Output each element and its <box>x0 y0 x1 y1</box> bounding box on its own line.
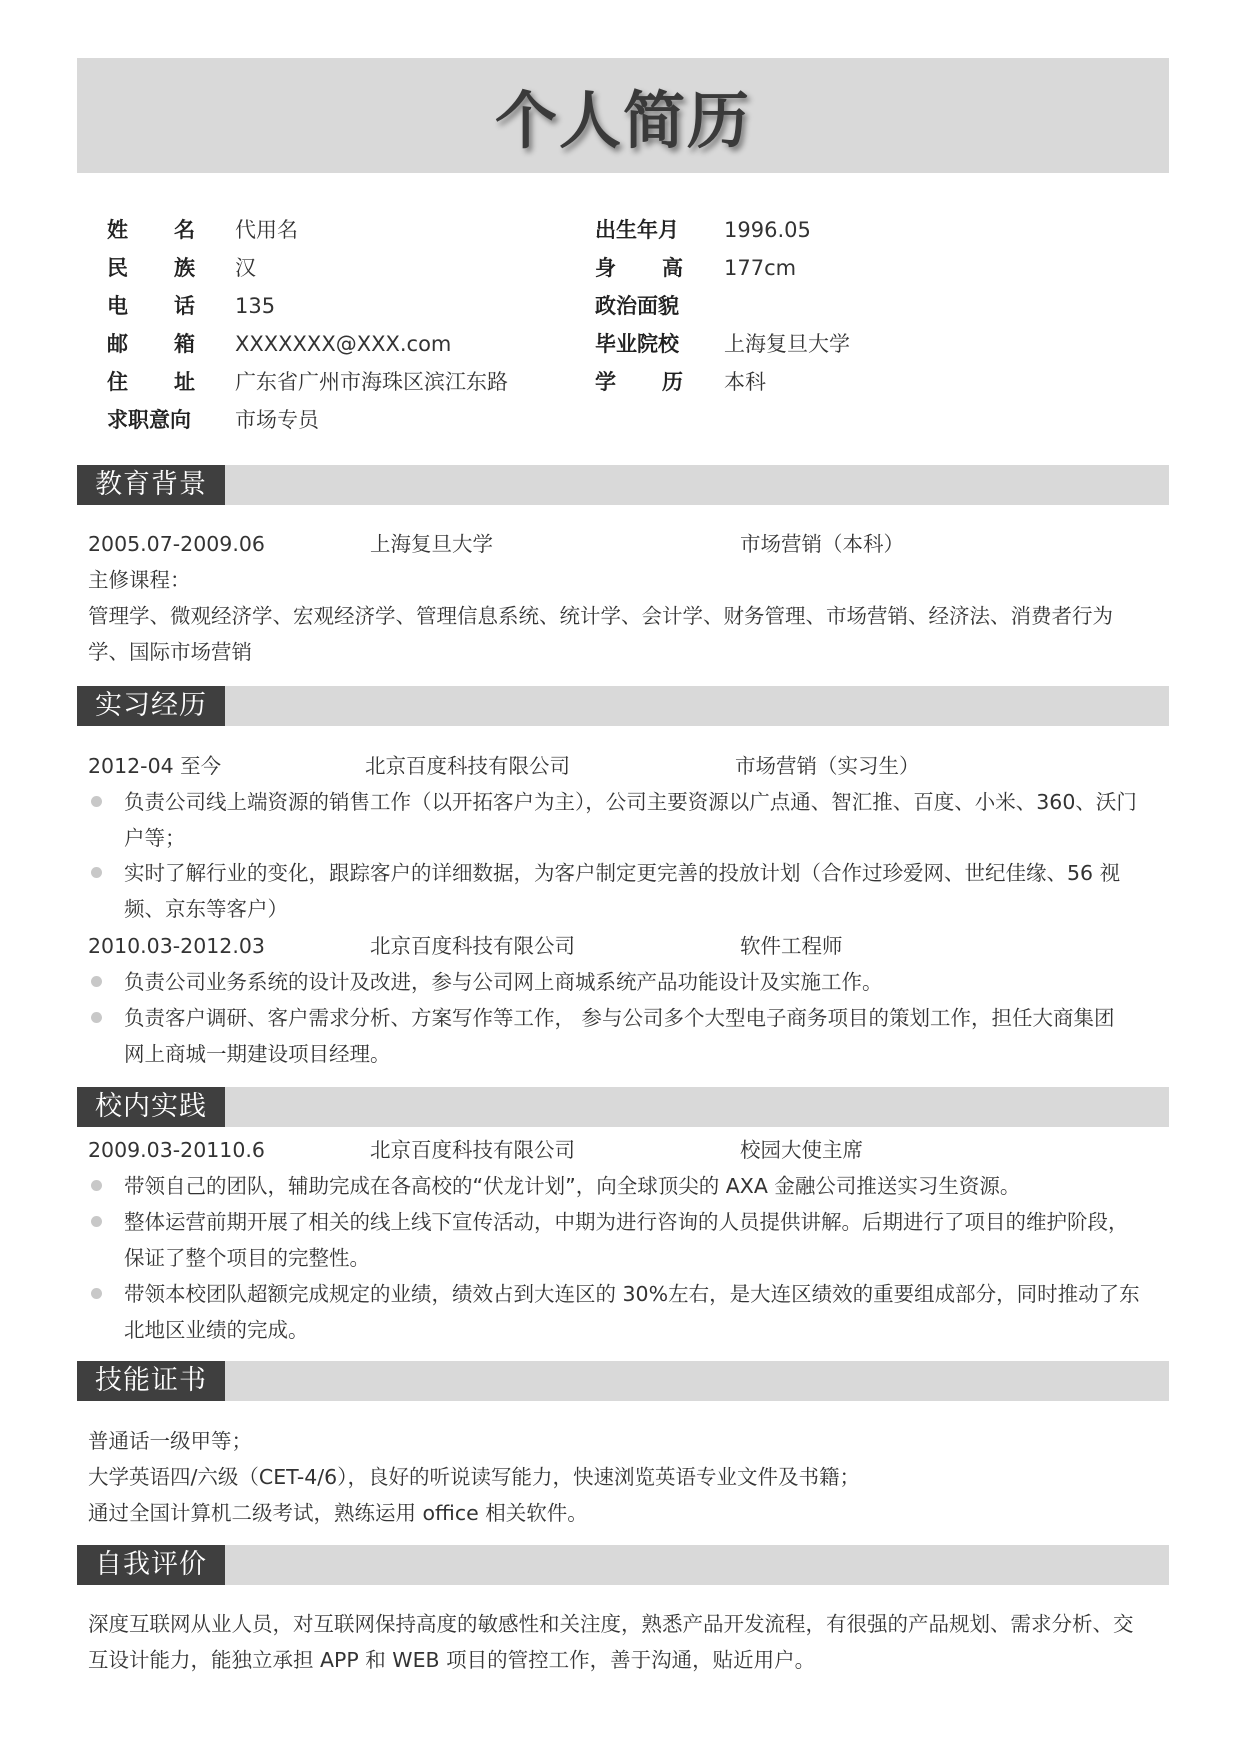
section-title-education: 教育背景 <box>77 465 225 505</box>
value-email: XXXXXXX@XXX.com <box>235 332 452 356</box>
section-internship <box>77 686 1169 726</box>
label-degree <box>595 364 683 400</box>
job-role: 市场营销（实习生） <box>735 754 920 778</box>
section-title-skills: 技能证书 <box>77 1361 225 1401</box>
bullet-dot <box>91 796 102 807</box>
campus-period: 2009.03-20110.6 <box>88 1138 265 1162</box>
title-banner <box>77 58 1169 173</box>
label-char: 学 <box>595 370 616 394</box>
campus-bullet-cont: 北地区业绩的完成。 <box>124 1318 309 1342</box>
section-self-eval <box>77 1545 1169 1585</box>
edu-school: 上海复旦大学 <box>370 532 493 556</box>
edu-major: 市场营销（本科） <box>740 532 904 556</box>
value-school: 上海复旦大学 <box>724 332 850 356</box>
bullet-dot <box>91 976 102 987</box>
label-political <box>595 288 683 324</box>
bullet-dot <box>91 1012 102 1023</box>
section-campus <box>77 1087 1169 1127</box>
job-period: 2012-04 至今 <box>88 754 222 778</box>
info-row-objective <box>107 402 1107 438</box>
label-char: 电 <box>107 294 128 318</box>
edu-courses-cont: 学、国际市场营销 <box>88 640 252 664</box>
label-char: 高 <box>662 256 683 280</box>
label-text: 政治面貌 <box>595 294 679 318</box>
label-address <box>107 364 195 400</box>
job-company: 北京百度科技有限公司 <box>365 754 570 778</box>
label-char: 住 <box>107 370 128 394</box>
edu-courses-label: 主修课程： <box>88 568 191 592</box>
value-address: 广东省广州市海珠区滨江东路 <box>235 370 508 394</box>
info-row-phone <box>107 288 1107 324</box>
job-bullet: 负责公司业务系统的设计及改进，参与公司网上商城系统产品功能设计及实施工作。 <box>124 970 883 994</box>
info-row-address <box>107 364 1107 400</box>
label-birth <box>595 212 683 248</box>
campus-bullet-cont: 保证了整个项目的完整性。 <box>124 1246 370 1270</box>
section-education <box>77 465 1169 505</box>
value-name: 代用名 <box>235 218 298 242</box>
label-char: 身 <box>595 256 616 280</box>
info-row-birth <box>107 212 1107 248</box>
label-ethnicity <box>107 250 195 286</box>
skill-line: 大学英语四/六级（CET-4/6），良好的听说读写能力，快速浏览英语专业文件及书籍； <box>88 1465 860 1489</box>
value-height: 177cm <box>724 256 797 280</box>
section-title-internship: 实习经历 <box>77 686 225 726</box>
label-email <box>107 326 195 362</box>
skill-line: 普通话一级甲等； <box>88 1429 252 1453</box>
label-phone <box>107 288 195 324</box>
label-char: 族 <box>174 256 195 280</box>
campus-bullet: 带领本校团队超额完成规定的业绩，绩效占到大连区的 30%左右，是大连区绩效的重要组成部分，同时推动了东 <box>124 1282 1140 1306</box>
section-skills <box>77 1361 1169 1401</box>
job-role: 软件工程师 <box>740 934 843 958</box>
label-char: 历 <box>662 370 683 394</box>
label-height <box>595 250 683 286</box>
job-bullet-cont: 频、京东等客户） <box>124 897 288 921</box>
value-ethnicity: 汉 <box>235 256 256 280</box>
job-period: 2010.03-2012.03 <box>88 934 265 958</box>
edu-period: 2005.07-2009.06 <box>88 532 265 556</box>
label-char: 址 <box>174 370 195 394</box>
job-bullet-cont: 网上商城一期建设项目经理。 <box>124 1042 391 1066</box>
section-title-self-eval: 自我评价 <box>77 1545 225 1585</box>
bullet-dot <box>91 1288 102 1299</box>
section-title-campus: 校内实践 <box>77 1087 225 1127</box>
job-bullet: 负责客户调研、客户需求分析、方案写作等工作， 参与公司多个大型电子商务项目的策划工作，担任大商集团 <box>124 1006 1115 1030</box>
value-degree: 本科 <box>724 370 766 394</box>
label-char: 话 <box>174 294 195 318</box>
bullet-dot <box>91 1216 102 1227</box>
bullet-dot <box>91 867 102 878</box>
campus-bullet: 整体运营前期开展了相关的线上线下宣传活动，中期为进行咨询的人员提供讲解。后期进行了项目的维护阶段， <box>124 1210 1129 1234</box>
label-char: 箱 <box>174 332 195 356</box>
label-objective <box>107 402 195 438</box>
value-phone: 135 <box>235 294 276 318</box>
label-char: 民 <box>107 256 128 280</box>
value-objective: 市场专员 <box>235 408 319 432</box>
campus-role: 校园大使主席 <box>740 1138 863 1162</box>
job-bullet-cont: 户等； <box>124 826 186 850</box>
label-char: 邮 <box>107 332 128 356</box>
label-school <box>595 326 683 362</box>
label-char: 名 <box>174 218 195 242</box>
edu-courses: 管理学、微观经济学、宏观经济学、管理信息系统、统计学、会计学、财务管理、市场营销、经济法、消费者行为 <box>88 604 1113 628</box>
self-eval-text-cont: 互设计能力，能独立承担 APP 和 WEB 项目的管控工作，善于沟通，贴近用户。 <box>88 1648 816 1672</box>
campus-bullet: 带领自己的团队，辅助完成在各高校的“伏龙计划”，向全球顶尖的 AXA 金融公司推送实习生资源。 <box>124 1174 1021 1198</box>
page-title: 个人简历 <box>494 84 751 157</box>
job-bullet: 实时了解行业的变化，跟踪客户的详细数据，为客户制定更完善的投放计划（合作过珍爱网、世纪佳缘、56 视 <box>124 861 1121 885</box>
skill-line: 通过全国计算机二级考试，熟练运用 office 相关软件。 <box>88 1501 588 1525</box>
label-text: 求职意向 <box>107 408 191 432</box>
value-birth: 1996.05 <box>724 218 811 242</box>
label-name <box>107 212 195 248</box>
info-row-email <box>107 326 1107 362</box>
label-text: 出生年月 <box>595 218 679 242</box>
info-row-ethnicity <box>107 250 1107 286</box>
label-text: 毕业院校 <box>595 332 679 356</box>
job-bullet: 负责公司线上端资源的销售工作（以开拓客户为主），公司主要资源以广点通、智汇推、百度、小米、360、沃门 <box>124 790 1137 814</box>
label-char: 姓 <box>107 218 128 242</box>
bullet-dot <box>91 1180 102 1191</box>
campus-company: 北京百度科技有限公司 <box>370 1138 575 1162</box>
self-eval-text: 深度互联网从业人员，对互联网保持高度的敏感性和关注度，熟悉产品开发流程，有很强的产品规划、需求分析、交 <box>88 1612 1134 1636</box>
job-company: 北京百度科技有限公司 <box>370 934 575 958</box>
